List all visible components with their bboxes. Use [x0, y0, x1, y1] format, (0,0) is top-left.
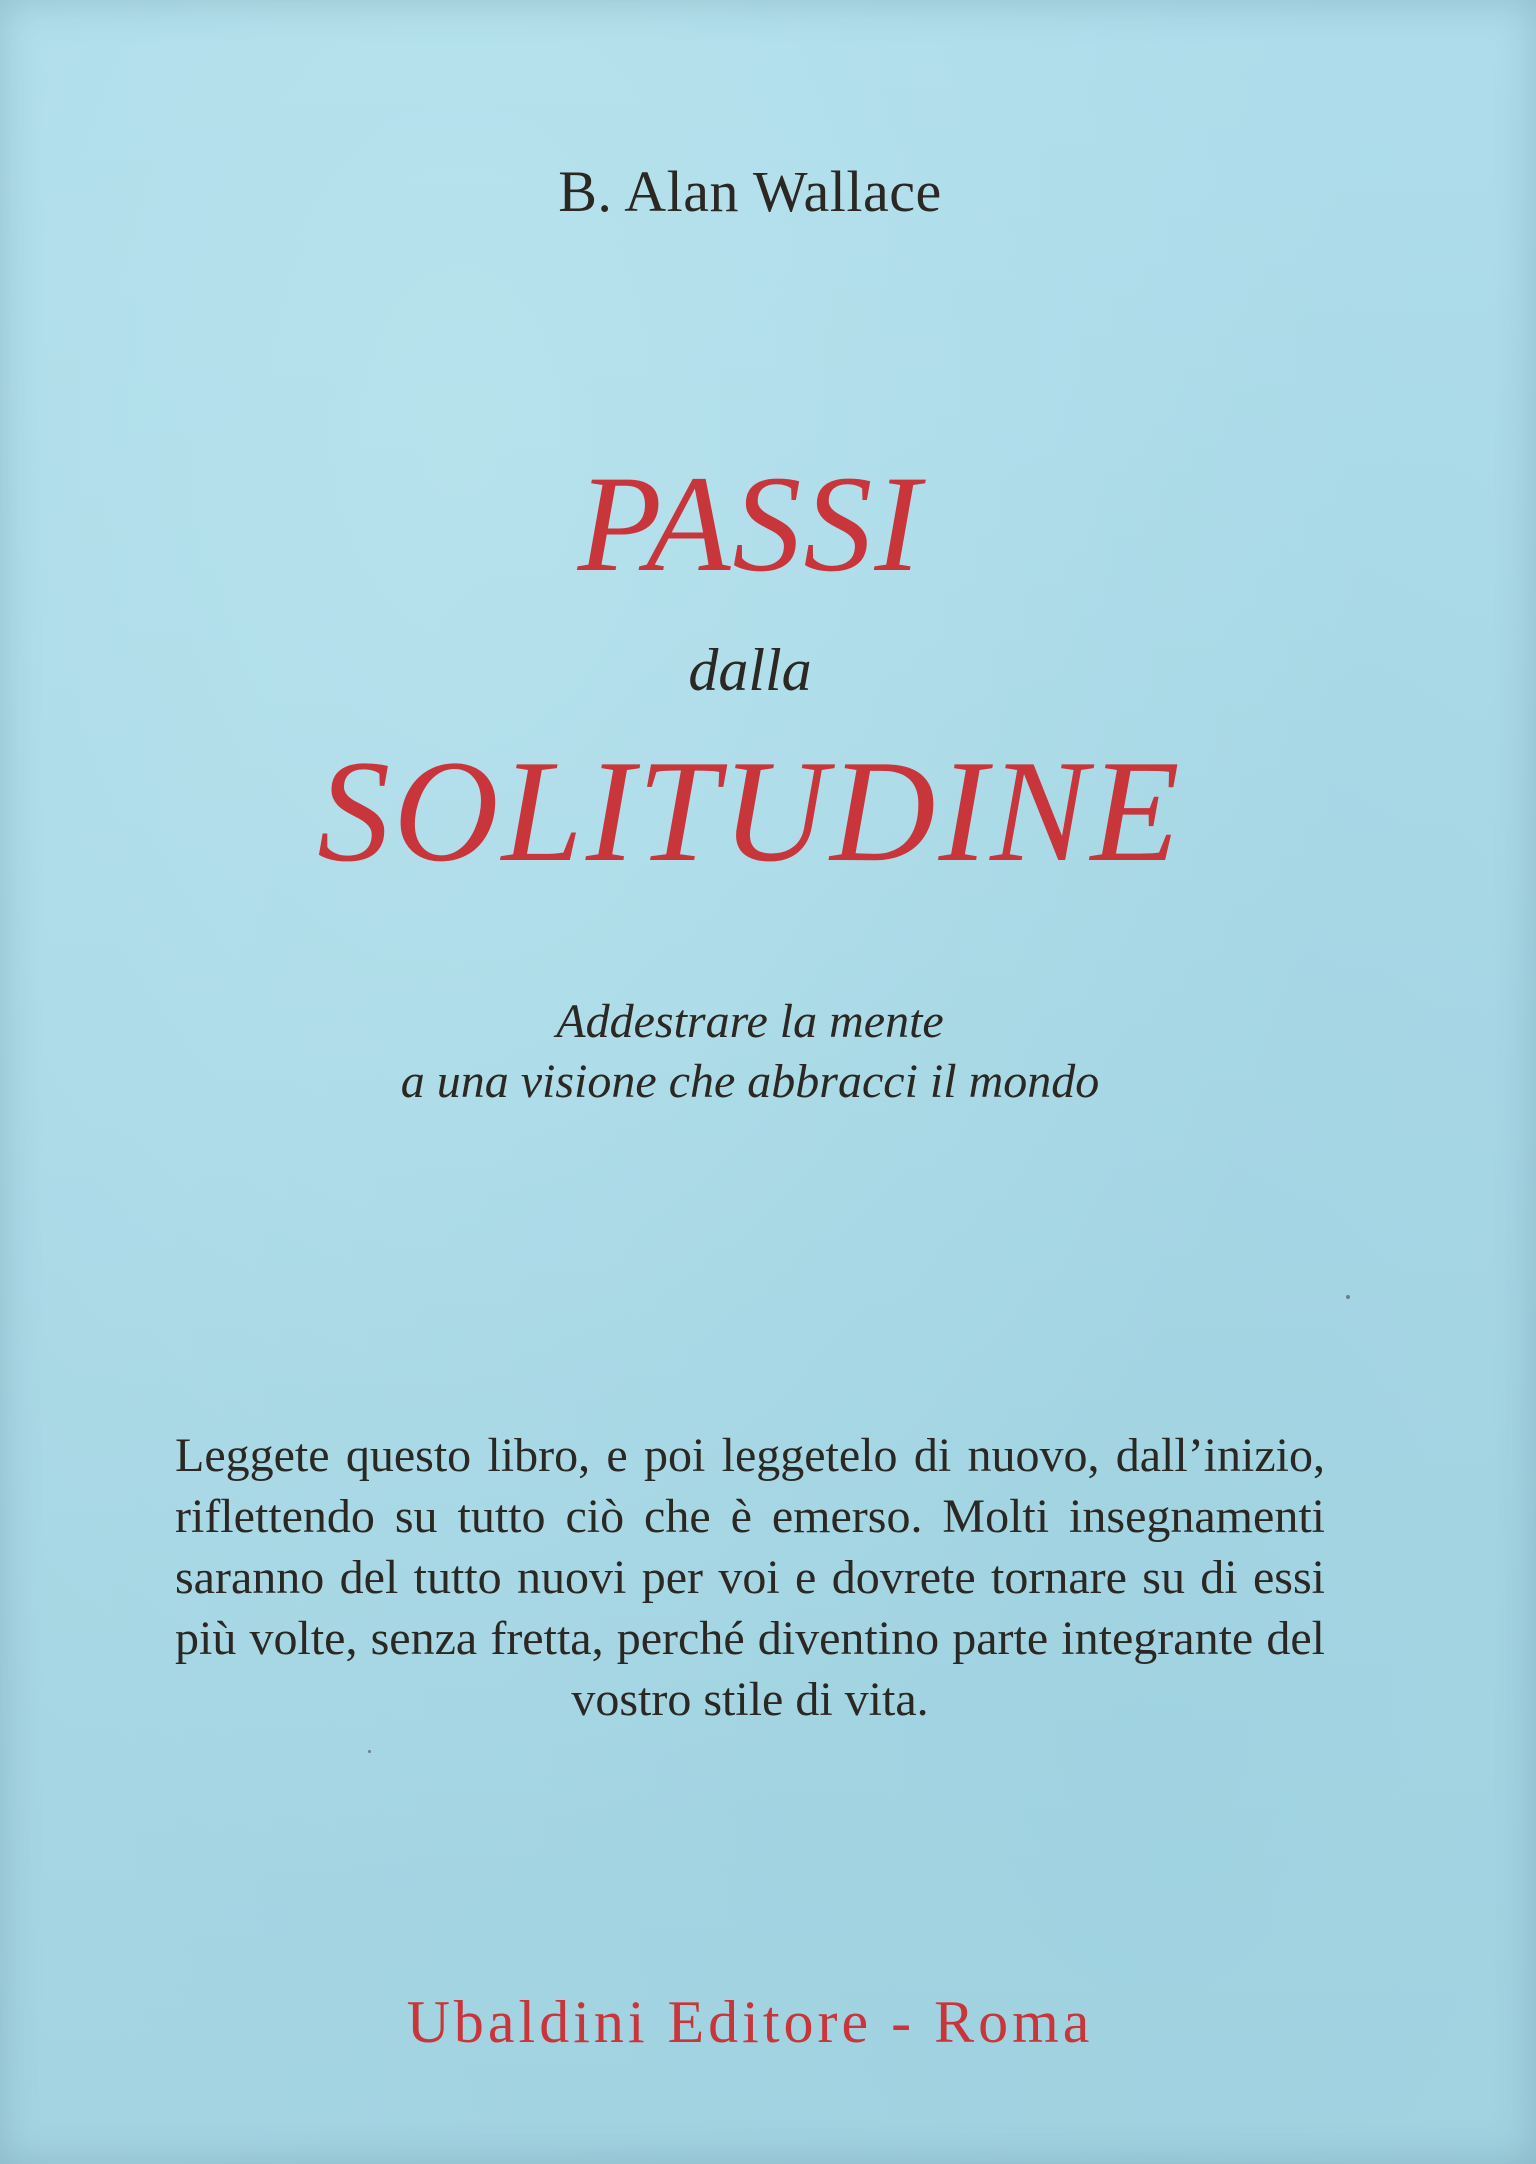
subtitle-line-1: Addestrare la mente [556, 995, 944, 1048]
paper-speck [368, 1750, 371, 1753]
cover-blurb: Leggete questo libro, e poi leggetelo di nuovo, dall’inizio, riflettendo su tutto ciò che è emerso. Molti insegnamenti saranno del tutto nuovi per voi e dovrete tornare su di essi più volte, senza fretta, perché diventino parte integrante del vostro stile di vita. [175, 1429, 1325, 1726]
title-connector: dalla [688, 637, 812, 703]
title-main: PASSI [577, 447, 923, 600]
publisher-imprint: Ubaldini Editore - Roma [406, 1989, 1094, 2055]
subtitle [0, 992, 1500, 1112]
author-name: B. Alan Wallace [558, 159, 942, 224]
title-secondary: SOLITUDINE [317, 730, 1183, 892]
subtitle-line-2: a una visione che abbracci il mondo [400, 1055, 1100, 1108]
paper-speck [1346, 1295, 1350, 1299]
